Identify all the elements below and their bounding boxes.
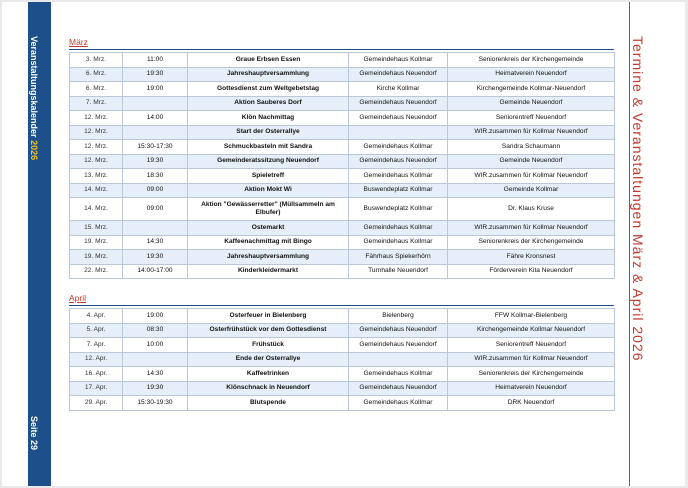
organizer-cell: Dr. Klaus Kruse bbox=[448, 198, 615, 221]
event-cell: Blutspende bbox=[188, 396, 349, 411]
table-row bbox=[70, 221, 615, 236]
time-cell bbox=[123, 96, 188, 111]
date-cell: 12. Mrz. bbox=[70, 125, 123, 140]
event-cell: Ostemarkt bbox=[188, 221, 349, 236]
time-cell: 14:30 bbox=[123, 367, 188, 382]
table-row bbox=[70, 235, 615, 250]
table-row bbox=[70, 125, 615, 140]
time-cell: 14:00 bbox=[123, 111, 188, 126]
time-cell: 18:30 bbox=[123, 169, 188, 184]
event-cell: Aktion Sauberes Dorf bbox=[188, 96, 349, 111]
date-cell: 19. Mrz. bbox=[70, 250, 123, 265]
date-cell: 16. Apr. bbox=[70, 367, 123, 382]
time-cell: 19:30 bbox=[123, 67, 188, 82]
sidebar bbox=[28, 2, 51, 486]
date-cell: 15. Mrz. bbox=[70, 221, 123, 236]
event-cell: Gottesdienst zum Weltgebetstag bbox=[188, 82, 349, 97]
table-row bbox=[70, 309, 615, 324]
organizer-cell: Gemeinde Neuendorf bbox=[448, 154, 615, 169]
date-cell: 19. Mrz. bbox=[70, 235, 123, 250]
place-cell: Gemeindehaus Neuendorf bbox=[349, 323, 448, 338]
time-cell: 10:00 bbox=[123, 338, 188, 353]
organizer-cell: Heimatverein Neuendorf bbox=[448, 381, 615, 396]
place-cell: Kirche Kollmar bbox=[349, 82, 448, 97]
event-cell: Osterfrühstück vor dem Gottesdienst bbox=[188, 323, 349, 338]
place-cell: Gemeindehaus Neuendorf bbox=[349, 381, 448, 396]
event-cell: Frühstück bbox=[188, 338, 349, 353]
organizer-cell: Seniorentreff Neuendorf bbox=[448, 338, 615, 353]
time-cell: 15:30-19:30 bbox=[123, 396, 188, 411]
place-cell: Buswendeplatz Kollmar bbox=[349, 198, 448, 221]
time-cell bbox=[123, 352, 188, 367]
event-cell: Klönschnack in Neuendorf bbox=[188, 381, 349, 396]
time-cell: 15:30-17:30 bbox=[123, 140, 188, 155]
place-cell: Gemeindehaus Neuendorf bbox=[349, 338, 448, 353]
place-cell bbox=[349, 125, 448, 140]
time-cell: 11:00 bbox=[123, 53, 188, 68]
place-cell: Buswendeplatz Kollmar bbox=[349, 183, 448, 198]
event-cell: Spieletreff bbox=[188, 169, 349, 184]
time-cell: 19:00 bbox=[123, 82, 188, 97]
date-cell: 6. Mrz. bbox=[70, 67, 123, 82]
table-row bbox=[70, 250, 615, 265]
event-cell: Aktion Mokt Wi bbox=[188, 183, 349, 198]
event-cell: Aktion "Gewässerretter" (Müllsammeln am Elbufer) bbox=[188, 198, 349, 221]
time-cell: 08:30 bbox=[123, 323, 188, 338]
place-cell: Gemeindehaus Neuendorf bbox=[349, 67, 448, 82]
time-cell: 19:30 bbox=[123, 250, 188, 265]
organizer-cell: Gemeinde Kollmar bbox=[448, 183, 615, 198]
organizer-cell: WIR.zusammen für Kollmar Neuendorf bbox=[448, 125, 615, 140]
event-cell: Graue Erbsen Essen bbox=[188, 53, 349, 68]
place-cell: Gemeindehaus Kollmar bbox=[349, 53, 448, 68]
date-cell: 7. Apr. bbox=[70, 338, 123, 353]
place-cell: Gemeindehaus Kollmar bbox=[349, 235, 448, 250]
table-row bbox=[70, 396, 615, 411]
table-row bbox=[70, 338, 615, 353]
place-cell: Gemeindehaus Neuendorf bbox=[349, 154, 448, 169]
event-cell: Jahreshauptversammlung bbox=[188, 67, 349, 82]
table-row bbox=[70, 111, 615, 126]
events-table-april bbox=[69, 308, 615, 411]
table-row bbox=[70, 140, 615, 155]
place-cell: Gemeindehaus Neuendorf bbox=[349, 96, 448, 111]
date-cell: 5. Apr. bbox=[70, 323, 123, 338]
organizer-cell: Heimatverein Neuendorf bbox=[448, 67, 615, 82]
table-row bbox=[70, 323, 615, 338]
calendar-page bbox=[2, 2, 685, 486]
place-cell: Turnhalle Neuendorf bbox=[349, 264, 448, 279]
organizer-cell: Seniorenkreis der Kirchengemeinde bbox=[448, 367, 615, 382]
place-cell: Fährhaus Spiekerhörn bbox=[349, 250, 448, 265]
date-cell: 14. Mrz. bbox=[70, 198, 123, 221]
event-cell: Ende der Osterrallye bbox=[188, 352, 349, 367]
event-cell: Kaffeenachmittag mit Bingo bbox=[188, 235, 349, 250]
place-cell: Gemeindehaus Kollmar bbox=[349, 396, 448, 411]
time-cell: 09:00 bbox=[123, 183, 188, 198]
place-cell: Gemeindehaus Kollmar bbox=[349, 140, 448, 155]
section-rule bbox=[69, 49, 614, 50]
organizer-cell: WIR.zusammen für Kollmar Neuendorf bbox=[448, 221, 615, 236]
organizer-cell: Kirchengemeinde Kollmar-Neuendorf bbox=[448, 82, 615, 97]
date-cell: 6. Mrz. bbox=[70, 82, 123, 97]
date-cell: 12. Mrz. bbox=[70, 111, 123, 126]
time-cell: 19:30 bbox=[123, 381, 188, 396]
organizer-cell: Gemeinde Neuendorf bbox=[448, 96, 615, 111]
table-row bbox=[70, 183, 615, 198]
event-cell: Schmuckbasteln mit Sandra bbox=[188, 140, 349, 155]
event-cell: Start der Osterrallye bbox=[188, 125, 349, 140]
table-row bbox=[70, 381, 615, 396]
place-cell: Gemeindehaus Kollmar bbox=[349, 169, 448, 184]
time-cell: 19:30 bbox=[123, 154, 188, 169]
place-cell bbox=[349, 352, 448, 367]
place-cell: Gemeindehaus Kollmar bbox=[349, 221, 448, 236]
table-row bbox=[70, 264, 615, 279]
place-cell: Bielenberg bbox=[349, 309, 448, 324]
time-cell: 14:00-17:00 bbox=[123, 264, 188, 279]
table-row bbox=[70, 352, 615, 367]
table-row bbox=[70, 67, 615, 82]
date-cell: 3. Mrz. bbox=[70, 53, 123, 68]
organizer-cell: Kirchengemeinde Kollmar Neuendorf bbox=[448, 323, 615, 338]
organizer-cell: Seniorenkreis der Kirchengemeinde bbox=[448, 53, 615, 68]
date-cell: 13. Mrz. bbox=[70, 169, 123, 184]
date-cell: 17. Apr. bbox=[70, 381, 123, 396]
table-row bbox=[70, 169, 615, 184]
event-cell: Kinderkleidermarkt bbox=[188, 264, 349, 279]
date-cell: 12. Mrz. bbox=[70, 140, 123, 155]
date-cell: 14. Mrz. bbox=[70, 183, 123, 198]
sidebar-year: 2026 bbox=[29, 140, 39, 161]
organizer-cell: FFW Kollmar-Bielenberg bbox=[448, 309, 615, 324]
event-cell: Klön Nachmittag bbox=[188, 111, 349, 126]
table-row bbox=[70, 367, 615, 382]
event-cell: Gemeinderatssitzung Neuendorf bbox=[188, 154, 349, 169]
date-cell: 4. Apr. bbox=[70, 309, 123, 324]
place-cell: Gemeindehaus Kollmar bbox=[349, 367, 448, 382]
organizer-cell: Seniorentreff Neuendorf bbox=[448, 111, 615, 126]
organizer-cell: Seniorenkreis der Kirchengemeinde bbox=[448, 235, 615, 250]
organizer-cell: Sandra Schaumann bbox=[448, 140, 615, 155]
time-cell: 09:00 bbox=[123, 198, 188, 221]
place-cell: Gemeindehaus Neuendorf bbox=[349, 111, 448, 126]
organizer-cell: DRK Neuendorf bbox=[448, 396, 615, 411]
section-rule bbox=[69, 305, 614, 306]
date-cell: 29. Apr. bbox=[70, 396, 123, 411]
date-cell: 7. Mrz. bbox=[70, 96, 123, 111]
time-cell: 14:30 bbox=[123, 235, 188, 250]
organizer-cell: Förderverein Kita Neuendorf bbox=[448, 264, 615, 279]
organizer-cell: Fähre Kronsnest bbox=[448, 250, 615, 265]
event-cell: Jahreshauptversammlung bbox=[188, 250, 349, 265]
organizer-cell: WIR.zusammen für Kollmar Neuendorf bbox=[448, 352, 615, 367]
date-cell: 12. Mrz. bbox=[70, 154, 123, 169]
date-cell: 22. Mrz. bbox=[70, 264, 123, 279]
table-row bbox=[70, 53, 615, 68]
time-cell bbox=[123, 221, 188, 236]
page-heading: Termine & Veranstaltungen März & April 2026 bbox=[630, 36, 646, 362]
table-row bbox=[70, 82, 615, 97]
events-table-maerz bbox=[69, 52, 615, 279]
section-heading-april: April bbox=[69, 293, 87, 303]
table-row bbox=[70, 198, 615, 221]
section-heading-maerz: März bbox=[69, 37, 88, 47]
table-row bbox=[70, 96, 615, 111]
event-cell: Kaffeetrinken bbox=[188, 367, 349, 382]
date-cell: 12. Apr. bbox=[70, 352, 123, 367]
page-number: Seite 29 bbox=[29, 416, 39, 451]
event-cell: Osterfeuer in Bielenberg bbox=[188, 309, 349, 324]
time-cell: 19:00 bbox=[123, 309, 188, 324]
table-row bbox=[70, 154, 615, 169]
sidebar-title: Veranstaltungskalender 2026 bbox=[29, 36, 39, 161]
time-cell bbox=[123, 125, 188, 140]
organizer-cell: WIR.zusammen für Kollmar Neuendorf bbox=[448, 169, 615, 184]
